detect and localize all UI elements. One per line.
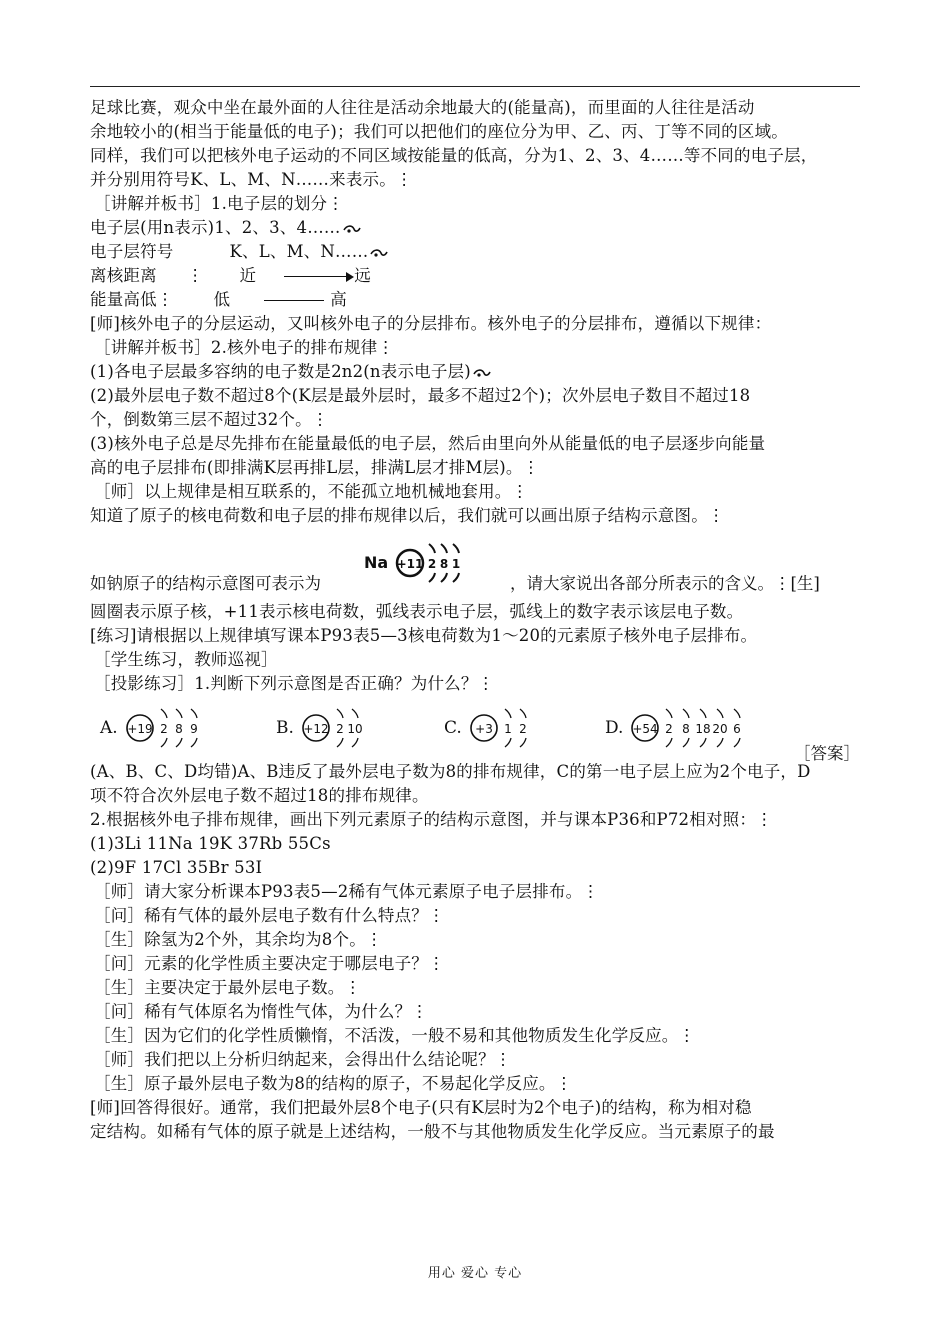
shell-arc-top [734, 709, 740, 718]
shell-arc-top [505, 709, 511, 718]
shell-arc-bottom [700, 738, 706, 747]
shell-group [336, 709, 362, 747]
shell-arc-bottom [429, 573, 435, 582]
continuation-mark-icon [473, 367, 491, 379]
option-letter: B. [276, 718, 294, 738]
shell-group [665, 709, 741, 747]
shell-arc-bottom [161, 738, 167, 747]
shell-arc-top [717, 709, 723, 718]
element-symbol: Na [364, 553, 389, 572]
paragraph-line: ［生］原子最外层电子数为8的结构的原子，不易起化学反应。⋮ [94, 1074, 573, 1093]
continuation-mark-icon [343, 223, 361, 235]
row-label: 能量高低⋮ [90, 290, 174, 309]
shell-count: 10 [347, 722, 363, 736]
shell-arc-bottom [505, 738, 511, 747]
example-text-before: 如钠原子的结构示意图可表示为 [90, 574, 321, 593]
shell-arc-bottom [191, 738, 197, 747]
nucleus-charge: +3 [475, 722, 493, 736]
atom-diagram [276, 709, 363, 747]
paragraph-line: ［问］稀有气体原名为惰性气体，为什么？⋮ [94, 1002, 428, 1021]
shell-arc-top [453, 544, 459, 553]
paragraph-line: 足球比赛，观众中坐在最外面的人往往是活动余地最大的(能量高)，而里面的人往往是活动 [90, 98, 755, 117]
row-label: 电子层符号 [90, 242, 174, 261]
paragraph-line: ［生］因为它们的化学性质懒惰，不活泼，一般不易和其他物质发生化学反应。⋮ [94, 1026, 696, 1045]
shell-count: 2 [427, 557, 437, 571]
low-label: 低 [213, 290, 231, 309]
arrow-right-icon [284, 272, 354, 282]
paragraph-line: 2.根据核外电子排布规律，画出下列元素原子的结构示意图，并与课本P36和P72相对照：⋮ [90, 810, 773, 829]
shell-arc-top [441, 544, 447, 553]
paragraph-line: 项不符合次外层电子数不超过18的排布规律。 [90, 786, 429, 805]
shell-count: 2 [336, 722, 344, 736]
sodium-example-row [90, 528, 862, 600]
shell-arc-bottom [453, 573, 459, 582]
paragraph-line: ［问］元素的化学性质主要决定于哪层电子？⋮ [94, 954, 445, 973]
shell-count: 2 [519, 722, 527, 736]
option-letter: C. [444, 718, 462, 738]
shell-arc-top [176, 709, 182, 718]
shell-group [428, 544, 460, 582]
paragraph-line: ［生］主要决定于最外层电子数。⋮ [94, 978, 362, 997]
rule-1-text: (1)各电子层最多容纳的电子数是2n2(n表示电子层) [90, 362, 471, 381]
shell-count: 1 [504, 722, 512, 736]
high-label: 高 [330, 290, 347, 309]
paragraph-line: ［投影练习］1.判断下列示意图是否正确？为什么？⋮ [94, 674, 495, 693]
paragraph-line: ［师］以上规律是相互联系的，不能孤立地机械地套用。⋮ [94, 482, 529, 501]
shell-arc-bottom [520, 738, 526, 747]
header-rule [90, 86, 860, 87]
shell-table-row-2 [90, 240, 862, 264]
shell-arc-bottom [683, 738, 689, 747]
paragraph-line: (3)核外电子总是尽先排布在能量最低的电子层，然后由里向外从能量低的电子层逐步向能量 [90, 434, 766, 453]
near-label: 近 [239, 266, 257, 285]
paragraph-line: ［生］除氢为2个外，其余均为8个。⋮ [94, 930, 383, 949]
paragraph-line: [练习]请根据以上规律填写课本P93表5—3核电荷数为1～20的元素原子核外电子层排布。 [90, 626, 758, 645]
shell-arc-top [161, 709, 167, 718]
shell-arc-bottom [441, 573, 447, 582]
shell-count: 8 [439, 557, 449, 571]
shell-count: 20 [712, 722, 728, 736]
answer-label: ［答案］ [794, 744, 860, 763]
example-text-after: ，请大家说出各部分所表示的含义。⋮[生] [510, 574, 820, 593]
shell-count: 2 [665, 722, 673, 736]
paragraph-line: ［问］稀有气体的最外层电子数有什么特点？⋮ [94, 906, 445, 925]
shell-arc-bottom [717, 738, 723, 747]
paragraph-line: [师]回答得很好。通常，我们把最外层8个电子(只有K层时为2个电子)的结构，称为相对稳 [90, 1098, 752, 1117]
option-letter: A. [100, 718, 118, 738]
paragraph-line: 圆圈表示原子核，+11表示核电荷数，弧线表示电子层，弧线上的数字表示该层电子数。 [90, 602, 744, 621]
shell-count: 8 [175, 722, 183, 736]
nucleus-charge: +54 [632, 722, 658, 736]
rule-1-line [90, 360, 862, 384]
shell-count: 18 [695, 722, 711, 736]
atom-diagrams-row [90, 696, 862, 763]
row-value: 1、2、3、4…… [214, 218, 341, 237]
paragraph-line: ［学生练习，教师巡视］ [94, 650, 278, 669]
shell-count: 1 [451, 557, 461, 571]
shell-count: 8 [682, 722, 690, 736]
paragraph-line: ［师］我们把以上分析归纳起来，会得出什么结论呢？⋮ [94, 1050, 512, 1069]
paragraph-line: 同样，我们可以把核外电子运动的不同区域按能量的低高，分为1、2、3、4……等不同的电子层， [90, 146, 818, 165]
shell-arc-bottom [734, 738, 740, 747]
atom-diagram [605, 709, 741, 747]
shell-arc-top [352, 709, 358, 718]
paragraph-line: [师]核外电子的分层运动，又叫核外电子的分层排布。核外电子的分层排布，遵循以下规律： [90, 314, 772, 333]
shell-arc-top [429, 544, 435, 553]
shell-arc-top [700, 709, 706, 718]
page-footer: 用心 爱心 专心 [427, 1266, 523, 1281]
line-divider [264, 296, 330, 306]
paragraph-line: (A、B、C、D均错)A、B违反了最外层电子数为8的排布规律，C的第一电子层上应为2个电子，D [90, 762, 811, 781]
shell-group [504, 709, 527, 747]
paragraph-line: 余地较小的(相当于能量低的电子)；我们可以把他们的座位分为甲、乙、丙、丁等不同的区域。 [90, 122, 788, 141]
shell-table-row-4 [90, 288, 862, 312]
shell-arc-top [683, 709, 689, 718]
paragraph-line: (1)3Li 11Na 19K 37Rb 55Cs [90, 834, 331, 853]
continuation-mark-icon [370, 247, 388, 259]
shell-table-row-3 [90, 264, 862, 288]
paragraph-line: ［讲解并板书］2.核外电子的排布规律⋮ [94, 338, 395, 357]
row-colon: ⋮ [186, 266, 204, 285]
nucleus-charge: +12 [303, 722, 329, 736]
shell-arc-top [191, 709, 197, 718]
shell-arc-top [520, 709, 526, 718]
paragraph-line: 高的电子层排布(即排满K层再排L层，排满L层才排M层)。⋮ [90, 458, 540, 477]
atom-diagram [99, 709, 198, 747]
paragraph-line: 个，倒数第三层不超过32个。⋮ [90, 410, 329, 429]
sodium-atom-diagram [362, 534, 482, 596]
paragraph-line: (2)9F 17Cl 35Br 53I [90, 858, 263, 877]
paragraph-line: (2)最外层电子数不超过8个(K层是最外层时，最多不超过2个)；次外层电子数目不超过18 [90, 386, 751, 405]
paragraph-line: 定结构。如稀有气体的原子就是上述结构，一般不与其他物质发生化学反应。当元素原子的最 [90, 1122, 775, 1141]
row-value: K、L、M、N…… [229, 242, 369, 261]
shell-arc-top [666, 709, 672, 718]
paragraph-line: 知道了原子的核电荷数和电子层的排布规律以后，我们就可以画出原子结构示意图。⋮ [90, 506, 725, 525]
shell-table-row-1 [90, 216, 862, 240]
shell-arc-bottom [666, 738, 672, 747]
shell-group [160, 709, 198, 747]
nucleus-charge: +19 [127, 722, 153, 736]
shell-arc-top [337, 709, 343, 718]
paragraph-line: ［讲解并板书］1.电子层的划分⋮ [94, 194, 344, 213]
far-label: 远 [354, 266, 371, 285]
paragraph-line: ［师］请大家分析课本P93表5—2稀有气体元素原子电子层排布。⋮ [94, 882, 599, 901]
shell-arc-bottom [176, 738, 182, 747]
nucleus-charge: +11 [396, 557, 424, 571]
paragraph-line: 并分别用符号K、L、M、N……来表示。⋮ [90, 170, 413, 189]
atom-diagram [444, 709, 527, 747]
shell-count: 2 [160, 722, 168, 736]
shell-count: 6 [733, 722, 741, 736]
shell-arc-bottom [352, 738, 358, 747]
option-letter: D. [605, 718, 624, 738]
row-label: 电子层(用n表示) [90, 218, 215, 237]
atom-diagrams [96, 696, 776, 760]
row-label: 离核距离 [90, 266, 157, 285]
shell-arc-bottom [337, 738, 343, 747]
document-body [90, 96, 862, 1144]
shell-count: 9 [190, 722, 198, 736]
